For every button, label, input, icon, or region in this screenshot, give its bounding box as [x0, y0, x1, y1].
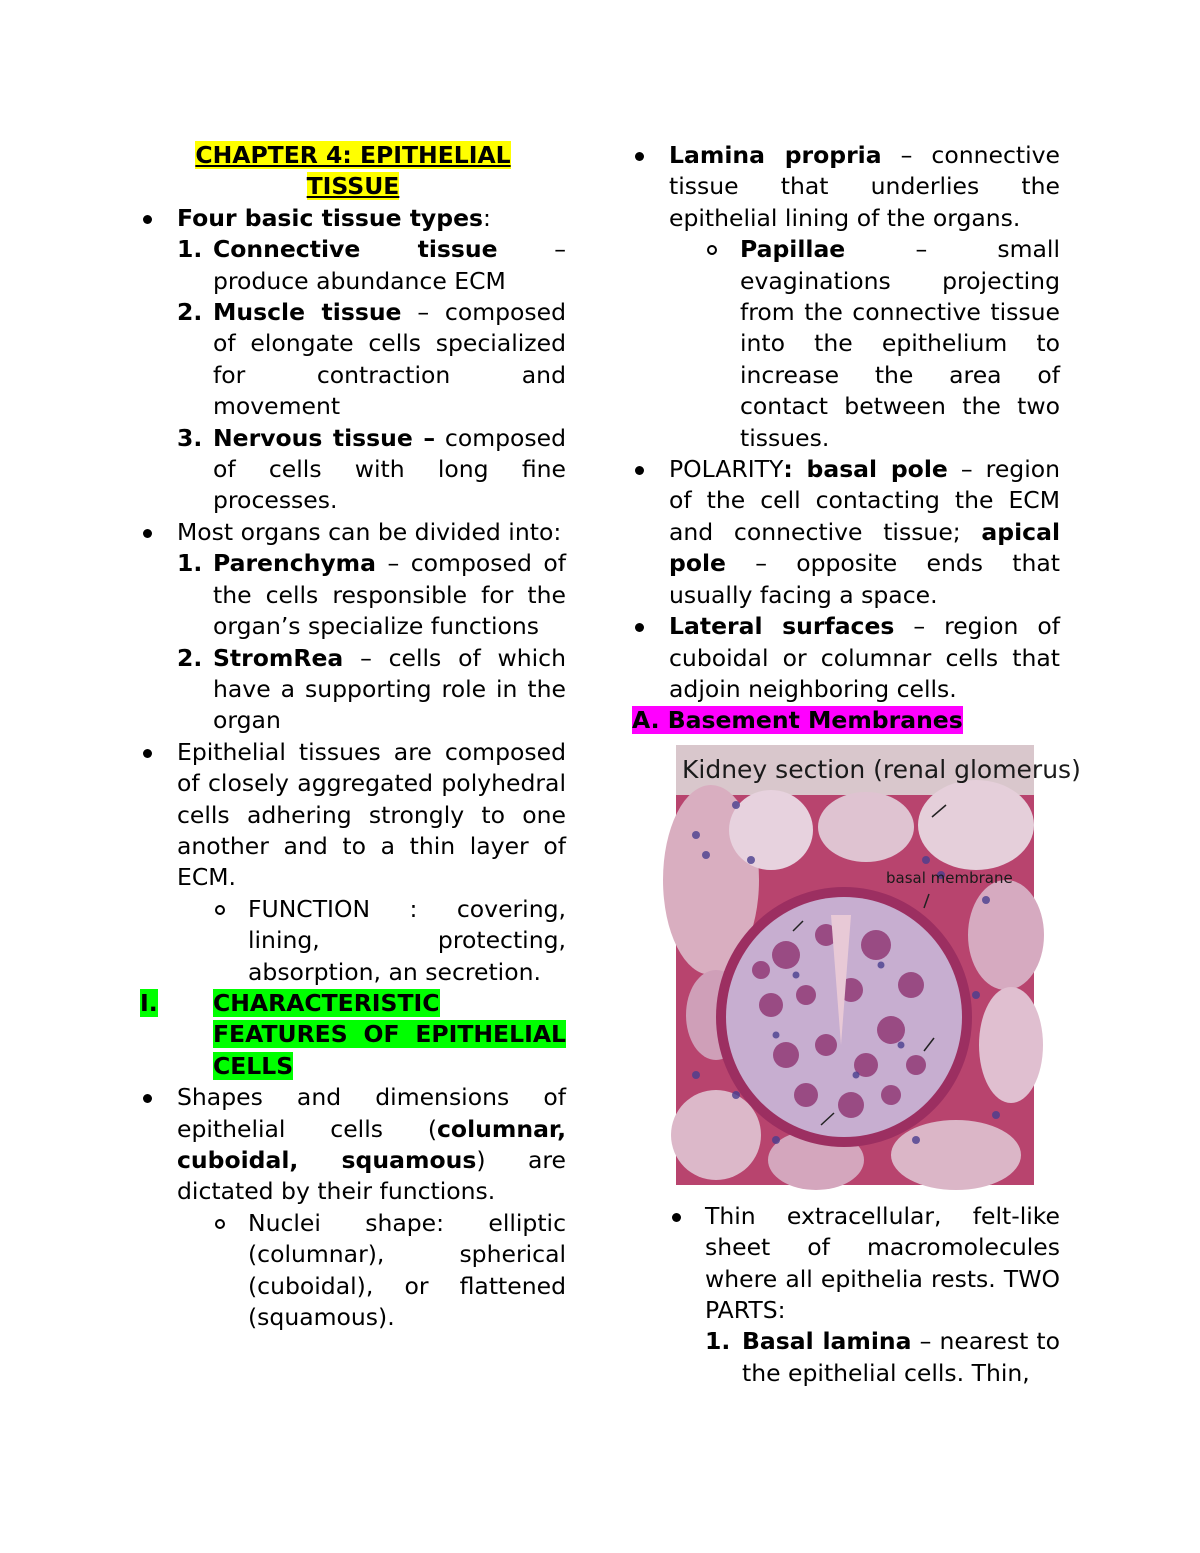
list-item-connective: 1. Connective tissue – produce abundance ECM — [177, 235, 566, 295]
bullet-polarity: POLARITY: basal pole – region of the cell contacting the ECM and connective tissue; apical pole – opposite ends that usually facing a space. — [632, 454, 1060, 611]
kidney-micrograph — [676, 745, 1081, 1185]
bullet-lamina-propria: Lamina propria – connective tissue that underlies the epithelial lining of the organs. — [632, 140, 1060, 234]
left-column — [140, 140, 566, 1333]
bullet-thin-sheet: Thin extracellular, felt-like sheet of macromolecules where all epithelia rests. TWO PARTS: — [632, 1201, 1060, 1327]
sub-bullet-papillae: Papillae – small evaginations projecting from the connective tissue into the epithelium to increase the area of contact between the two tissues. — [632, 234, 1060, 454]
bullet-shapes: Shapes and dimensions of epithelial cells (columnar, cuboidal, squamous) are dictated by their functions. — [140, 1082, 566, 1208]
list-item-stroma: 2. StromRea – cells of which have a supporting role in the organ — [177, 643, 566, 735]
bullet-tissue-types: Four basic tissue types: — [140, 203, 566, 234]
micrograph-label: basal membrane — [886, 868, 1013, 887]
chapter-title: CHAPTER 4: EPITHELIAL TISSUE — [195, 141, 511, 201]
micrograph-caption: Kidney section (renal glomerus) — [682, 754, 1081, 784]
section-heading-basement-membranes: A. Basement Membranes — [632, 706, 963, 735]
right-column — [632, 140, 1081, 1389]
bullet-lateral-surfaces: Lateral surfaces – region of cuboidal or columnar cells that adjoin neighboring cells. — [632, 611, 1060, 705]
list-item-muscle: 2. Muscle tissue – composed of elongate cells specialized for contraction and movement — [177, 298, 567, 421]
section-heading-characteristic: I. CHARACTERISTIC FEATURES OF EPITHELIAL CELLS — [140, 988, 566, 1080]
sub-bullet-function: FUNCTION : covering, lining, protecting, absorption, an secretion. — [140, 894, 566, 988]
bullet-epithelial-tissues: Epithelial tissues are composed of closely aggregated polyhedral cells adhering strongly to one another and to a thin layer of ECM. — [140, 737, 566, 894]
bullet-organs: Most organs can be divided into: — [140, 517, 566, 548]
sub-bullet-nuclei: Nuclei shape: elliptic (columnar), spherical (cuboidal), or flattened (squamous). — [140, 1208, 566, 1334]
list-item-parenchyma: 1. Parenchyma – composed of the cells responsible for the organ’s specialize functions — [177, 549, 566, 641]
list-item-nervous: 3. Nervous tissue – composed of cells with long fine processes. — [177, 423, 567, 515]
list-item-basal-lamina: 1. Basal lamina – nearest to the epithelial cells. Thin, — [705, 1327, 1060, 1387]
